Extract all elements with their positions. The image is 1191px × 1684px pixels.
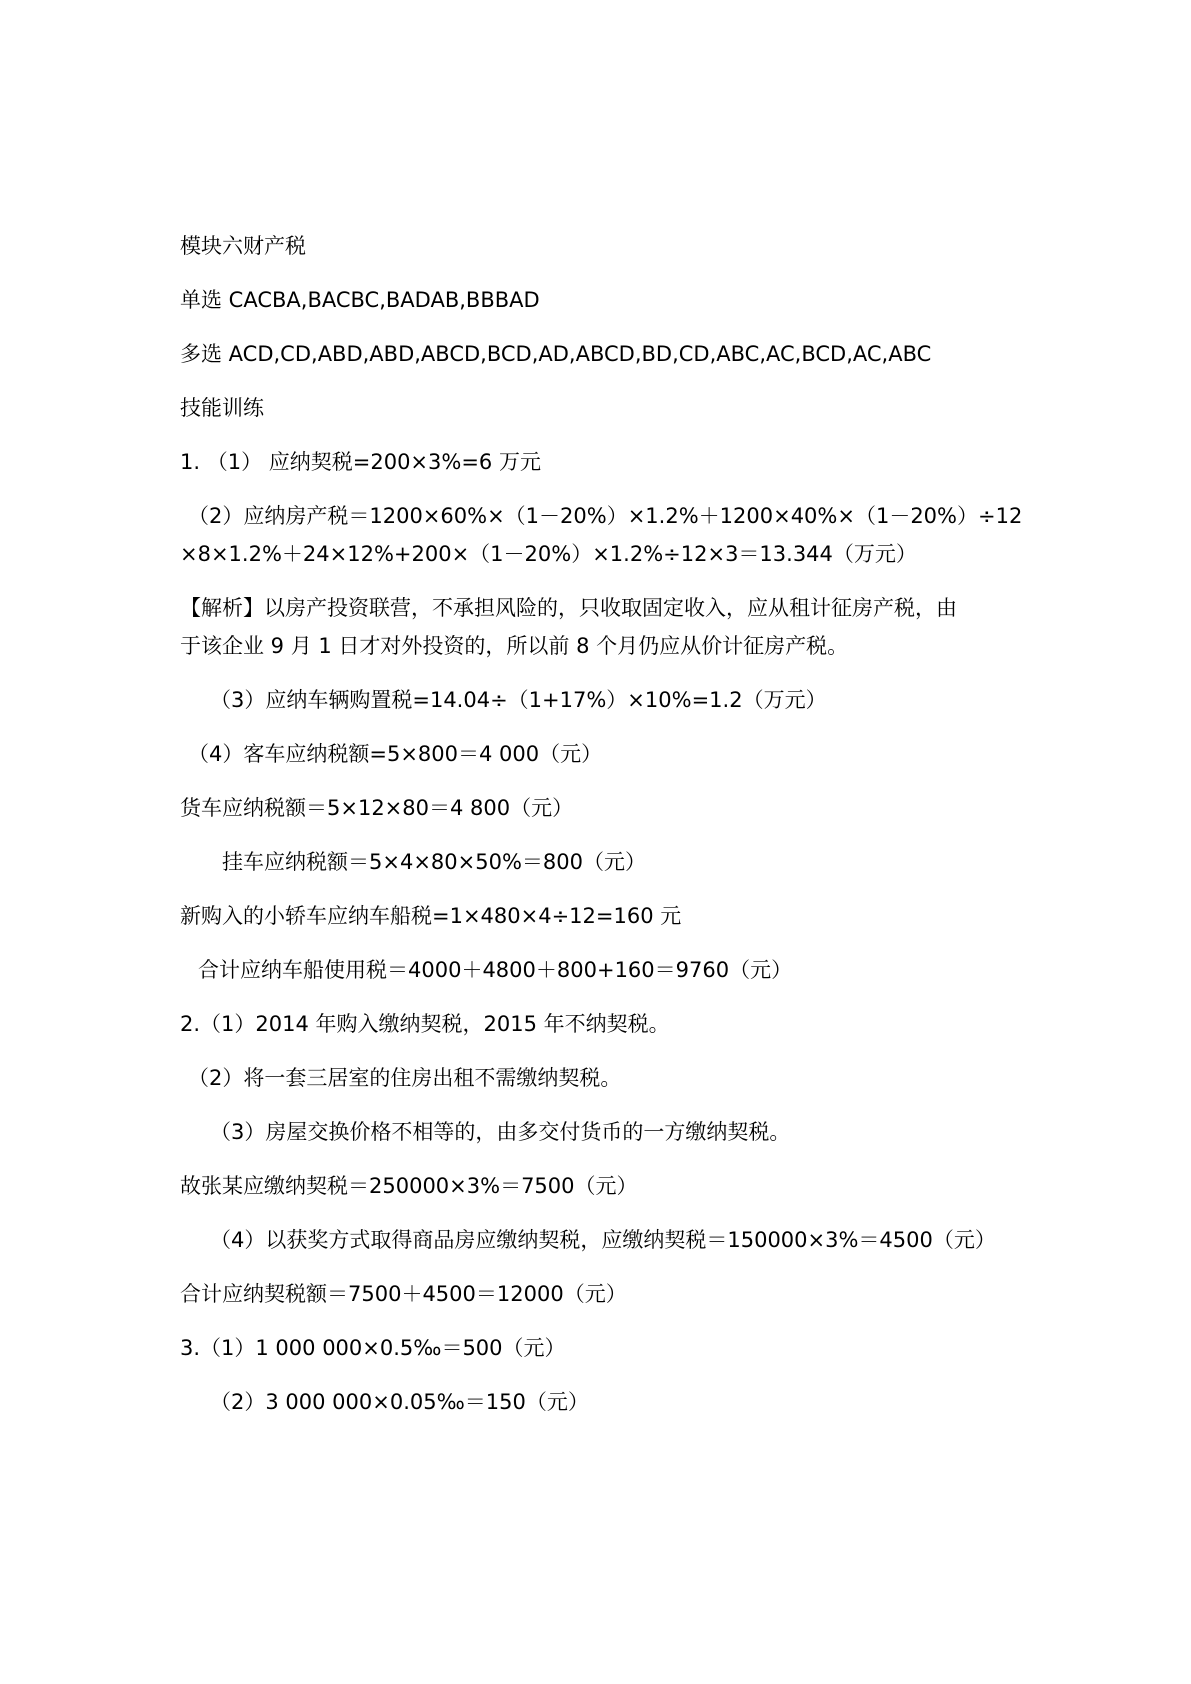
answer-line: 1. （1） 应纳契税=200×3%=6 万元 [180, 450, 541, 474]
answer-line: 3.（1）1 000 000×0.5‰＝500（元） [180, 1336, 566, 1360]
skills-training-heading: 技能训练 [180, 396, 264, 420]
answer-line: 新购入的小轿车应纳车船税=1×480×4÷12=160 元 [180, 904, 682, 928]
answer-line: 合计应纳车船使用税＝4000＋4800＋800+160＝9760（元） [198, 958, 793, 982]
answer-line: （3）应纳车辆购置税=14.04÷（1+17%）×10%=1.2（万元） [210, 688, 827, 712]
module-title: 模块六财产税 [180, 234, 306, 258]
answer-line: 货车应纳税额＝5×12×80＝4 800（元） [180, 796, 574, 820]
analysis-line: 于该企业 9 月 1 日才对外投资的，所以前 8 个月仍应从价计征房产税。 [180, 634, 849, 658]
answer-line: 2.（1）2014 年购入缴纳契税，2015 年不纳契税。 [180, 1012, 670, 1036]
single-choice-answers: 单选 CACBA,BACBC,BADAB,BBBAD [180, 288, 540, 312]
answer-line: （2）3 000 000×0.05‰＝150（元） [210, 1390, 589, 1414]
answer-line: ×8×1.2%＋24×12%+200×（1－20%）×1.2%÷12×3＝13.344（万元） [180, 542, 917, 566]
answer-line: 故张某应缴纳契税＝250000×3%＝7500（元） [180, 1174, 638, 1198]
analysis-line: 【解析】以房产投资联营，不承担风险的，只收取固定收入，应从租计征房产税，由 [180, 596, 957, 620]
answer-line: （4）客车应纳税额=5×800＝4 000（元） [188, 742, 603, 766]
answer-line: 挂车应纳税额＝5×4×80×50%＝800（元） [222, 850, 646, 874]
answer-line: 合计应纳契税额＝7500＋4500＝12000（元） [180, 1282, 627, 1306]
answer-line: （4）以获奖方式取得商品房应缴纳契税，应缴纳契税＝150000×3%＝4500（元） [210, 1228, 996, 1252]
answer-line: （2）应纳房产税＝1200×60%×（1－20%）×1.2%＋1200×40%×（1－20%）÷12 [188, 504, 1023, 528]
answer-line: （2）将一套三居室的住房出租不需缴纳契税。 [188, 1066, 622, 1090]
answer-line: （3）房屋交换价格不相等的，由多交付货币的一方缴纳契税。 [210, 1120, 791, 1144]
multiple-choice-answers: 多选 ACD,CD,ABD,ABD,ABCD,BCD,AD,ABCD,BD,CD,ABC,AC,BCD,AC,ABC [180, 342, 932, 366]
